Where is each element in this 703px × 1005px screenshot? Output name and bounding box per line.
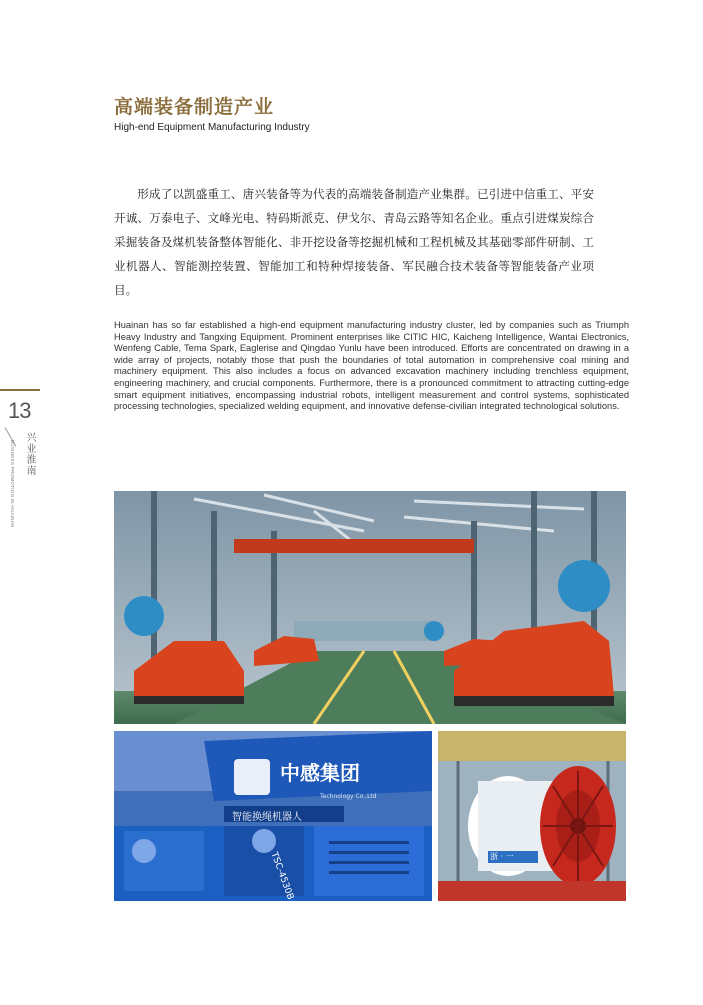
factory-photo bbox=[114, 491, 626, 724]
sidebar-section-title: 兴业淮南 bbox=[24, 432, 35, 476]
paragraph-english: Huainan has so far established a high-end equipment manufacturing industry cluster, led by companies such as Triumph Heavy Industry and Tangxing Equipment. Prominent enterprises like CITIC HIC, Kaicheng Intelligence, Wantai Electronics, Wenfeng Cable, Tema Spark, Eaglerise and Qingdao Yunlu have been introduced. Efforts are concentrated on drawing in a wide array of projects, notably those that push the boundaries of total automation in comprehensive coal mining and machinery equipment. This also includes a focus on advanced excavation machinery including trenchless equipment, engineering machinery, and crucial components. Furthermore, there is a pronounced commitment to attracting cutting-edge smart equipment initiatives, encompassing industrial robots, intelligent measurement and control systems, sophisticated processing technologies, specialized welding equipment, and innovative defense-civilian integrated technological solutions. bbox=[114, 320, 629, 412]
robot-tech-text: Technology Co.,Ltd bbox=[320, 793, 377, 800]
robot-label-text: 智能换绳机器人 bbox=[232, 812, 302, 823]
sidebar-section-subtitle: BUSINESS PROMOTION IN HUAINAN bbox=[10, 440, 15, 528]
tbm-label-text: 浙 · 一 bbox=[490, 852, 514, 861]
robot-brand-text: 中感集团 bbox=[280, 761, 360, 785]
robot-model-text: TSC-4530B bbox=[268, 851, 296, 901]
page-number: 13 bbox=[8, 398, 31, 423]
sidebar-rule bbox=[0, 389, 40, 391]
paragraph-chinese: 形成了以凯盛重工、唐兴装备等为代表的高端装备制造产业集群。已引进中信重工、平安开诚、万泰电子、文峰光电、特码斯派克、伊戈尔、青岛云路等知名企业。重点引进煤炭综合采掘装备及煤机装备整体智能化、非开挖设备等挖掘机械和工程机械及其基础零部件研制、工业机器人、智能测控装置、智能加工和特种焊接装备、军民融合技术装备等智能装备产业项目。 bbox=[114, 187, 594, 297]
tbm-photo bbox=[438, 731, 626, 901]
section-title: 高端装备制造产业 bbox=[114, 96, 275, 118]
robot-photo bbox=[114, 731, 432, 901]
section-subtitle: High-end Equipment Manufacturing Industry bbox=[114, 122, 310, 133]
